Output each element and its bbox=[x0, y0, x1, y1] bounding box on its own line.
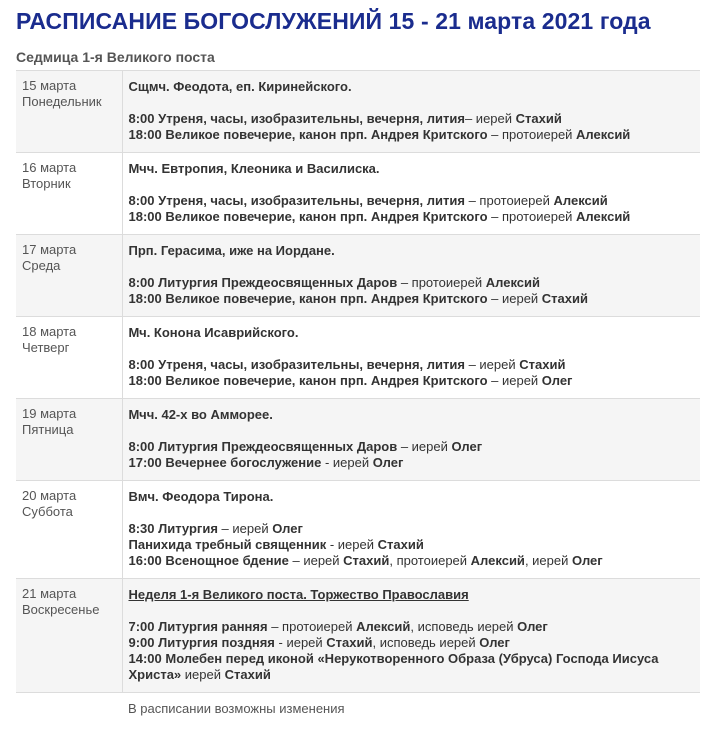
day-content-cell bbox=[122, 399, 700, 481]
service-name: 17:00 Вечернее богослужение bbox=[128, 455, 322, 470]
day-date-cell bbox=[16, 235, 122, 317]
day-date-cell bbox=[16, 579, 122, 693]
clergy-rank: – иерей bbox=[217, 521, 273, 536]
day-date-cell bbox=[16, 481, 122, 579]
day-commemoration: Вмч. Феодора Тирона. bbox=[128, 489, 274, 504]
service-name: 14:00 Молебен перед иконой «Нерукотворенного Образа (Убруса) Господа Иисуса Христа» bbox=[128, 651, 659, 682]
service-line bbox=[129, 439, 701, 455]
clergy-name: Олег bbox=[517, 619, 548, 634]
clergy-name: Алексий bbox=[576, 127, 631, 142]
day-date: 21 марта bbox=[22, 586, 77, 601]
day-content-cell bbox=[122, 481, 700, 579]
clergy-rank: , протоиерей bbox=[389, 553, 471, 568]
clergy-name: Олег bbox=[479, 635, 510, 650]
day-weekday: Пятница bbox=[22, 422, 74, 437]
day-row bbox=[16, 579, 700, 693]
day-weekday: Суббота bbox=[22, 504, 73, 519]
service-name: 8:00 Утреня, часы, изобразительны, вечерня, лития bbox=[128, 357, 465, 372]
service-line bbox=[129, 209, 701, 225]
service-name: 8:00 Утреня, часы, изобразительны, вечерня, лития bbox=[128, 111, 465, 126]
day-content-cell bbox=[122, 579, 700, 693]
clergy-name: Стахий bbox=[541, 291, 588, 306]
day-commemoration: Мчч. 42-х во Амморее. bbox=[128, 407, 273, 422]
schedule-table bbox=[16, 70, 700, 716]
service-name: Панихида требный священник bbox=[128, 537, 327, 552]
day-commemoration: Неделя 1-я Великого поста. Торжество Православия bbox=[128, 587, 469, 602]
clergy-name: Алексий bbox=[553, 193, 608, 208]
clergy-name: Стахий bbox=[377, 537, 424, 552]
day-commemoration: Мч. Конона Исаврийского. bbox=[128, 325, 299, 340]
service-name: 18:00 Великое повечерие, канон прп. Андрея Критского bbox=[128, 209, 488, 224]
clergy-name: Олег bbox=[541, 373, 573, 388]
service-name: 16:00 Всенощное бдение bbox=[128, 553, 289, 568]
day-content-cell bbox=[122, 317, 700, 399]
day-row bbox=[16, 71, 700, 153]
day-weekday: Среда bbox=[22, 258, 61, 273]
clergy-rank: – протоиерей bbox=[487, 209, 577, 224]
day-content-cell bbox=[122, 235, 700, 317]
day-weekday: Воскресенье bbox=[22, 602, 100, 617]
service-line bbox=[129, 651, 701, 683]
service-line bbox=[129, 127, 701, 143]
clergy-rank: – протоиерей bbox=[397, 275, 486, 290]
clergy-name: Стахий bbox=[519, 357, 566, 372]
service-name: 18:00 Великое повечерие, канон прп. Андрея Критского bbox=[128, 127, 488, 142]
clergy-rank: – протоиерей bbox=[464, 193, 554, 208]
service-line bbox=[129, 193, 701, 209]
service-line bbox=[129, 619, 701, 635]
clergy-rank: , исповедь иерей bbox=[372, 635, 480, 650]
service-name: 8:00 Утреня, часы, изобразительны, вечерня, лития bbox=[128, 193, 465, 208]
clergy-name: Олег bbox=[572, 553, 603, 568]
clergy-name: Алексий bbox=[485, 275, 540, 290]
clergy-name: Стахий bbox=[343, 553, 390, 568]
clergy-name: Алексий bbox=[356, 619, 411, 634]
day-content-cell bbox=[122, 71, 700, 153]
day-commemoration: Сщмч. Феодота, еп. Киринейского. bbox=[128, 79, 352, 94]
day-weekday: Четверг bbox=[22, 340, 70, 355]
day-row bbox=[16, 235, 700, 317]
service-line bbox=[129, 553, 701, 569]
clergy-rank: – иерей bbox=[464, 111, 516, 126]
clergy-rank: – иерей bbox=[397, 439, 452, 454]
day-date: 19 марта bbox=[22, 406, 77, 421]
clergy-rank: - иерей bbox=[326, 537, 378, 552]
day-date-cell bbox=[16, 71, 122, 153]
clergy-name: Олег bbox=[272, 521, 303, 536]
day-date: 15 марта bbox=[22, 78, 77, 93]
day-weekday: Понедельник bbox=[22, 94, 102, 109]
clergy-rank: – протоиерей bbox=[267, 619, 357, 634]
service-line bbox=[129, 373, 701, 389]
day-date-cell bbox=[16, 153, 122, 235]
service-name: 18:00 Великое повечерие, канон прп. Андрея Критского bbox=[128, 291, 488, 306]
clergy-rank: - иерей bbox=[321, 455, 373, 470]
day-row bbox=[16, 153, 700, 235]
service-line bbox=[129, 521, 701, 537]
day-date: 18 марта bbox=[22, 324, 77, 339]
clergy-name: Стахий bbox=[326, 635, 373, 650]
service-name: 8:00 Литургия Преждеосвященных Даров bbox=[128, 275, 398, 290]
day-date: 16 марта bbox=[22, 160, 77, 175]
clergy-rank: – протоиерей bbox=[487, 127, 577, 142]
clergy-rank: - иерей bbox=[274, 635, 327, 650]
schedule-body bbox=[16, 71, 700, 717]
clergy-rank: – иерей bbox=[487, 291, 542, 306]
day-commemoration: Мчч. Евтропия, Клеоника и Василиска. bbox=[128, 161, 380, 176]
clergy-rank: , иерей bbox=[524, 553, 572, 568]
changes-note: В расписании возможны изменения bbox=[122, 693, 700, 717]
day-date: 17 марта bbox=[22, 242, 77, 257]
clergy-name: Олег bbox=[451, 439, 483, 454]
note-spacer bbox=[16, 693, 122, 717]
service-line bbox=[129, 357, 701, 373]
clergy-name: Стахий bbox=[515, 111, 562, 126]
service-line bbox=[129, 537, 701, 553]
note-row bbox=[16, 693, 700, 717]
day-content-cell bbox=[122, 153, 700, 235]
clergy-name: Стахий bbox=[224, 667, 271, 682]
service-name: 18:00 Великое повечерие, канон прп. Андрея Критского bbox=[128, 373, 488, 388]
service-name: 8:30 Литургия bbox=[128, 521, 218, 536]
page-title: РАСПИСАНИЕ БОГОСЛУЖЕНИЙ 15 - 21 марта 2021 года bbox=[16, 8, 651, 34]
clergy-rank: иерей bbox=[181, 667, 225, 682]
clergy-rank: – иерей bbox=[288, 553, 344, 568]
day-row bbox=[16, 317, 700, 399]
service-name: 8:00 Литургия Преждеосвященных Даров bbox=[128, 439, 398, 454]
service-line bbox=[129, 291, 701, 307]
day-date-cell bbox=[16, 399, 122, 481]
clergy-name: Алексий bbox=[576, 209, 631, 224]
clergy-rank: , исповедь иерей bbox=[410, 619, 518, 634]
week-subtitle: Седмица 1-я Великого поста bbox=[16, 49, 215, 65]
service-name: 9:00 Литургия поздняя bbox=[128, 635, 275, 650]
service-line bbox=[129, 275, 701, 291]
day-row bbox=[16, 399, 700, 481]
clergy-name: Алексий bbox=[470, 553, 525, 568]
day-date-cell bbox=[16, 317, 122, 399]
day-row bbox=[16, 481, 700, 579]
clergy-name: Олег bbox=[372, 455, 404, 470]
service-name: 7:00 Литургия ранняя bbox=[128, 619, 268, 634]
service-line bbox=[129, 455, 701, 471]
day-weekday: Вторник bbox=[22, 176, 71, 191]
day-date: 20 марта bbox=[22, 488, 77, 503]
service-line bbox=[129, 635, 701, 651]
service-line bbox=[129, 111, 701, 127]
day-commemoration: Прп. Герасима, иже на Иордане. bbox=[128, 243, 335, 258]
clergy-rank: – иерей bbox=[487, 373, 542, 388]
clergy-rank: – иерей bbox=[464, 357, 520, 372]
